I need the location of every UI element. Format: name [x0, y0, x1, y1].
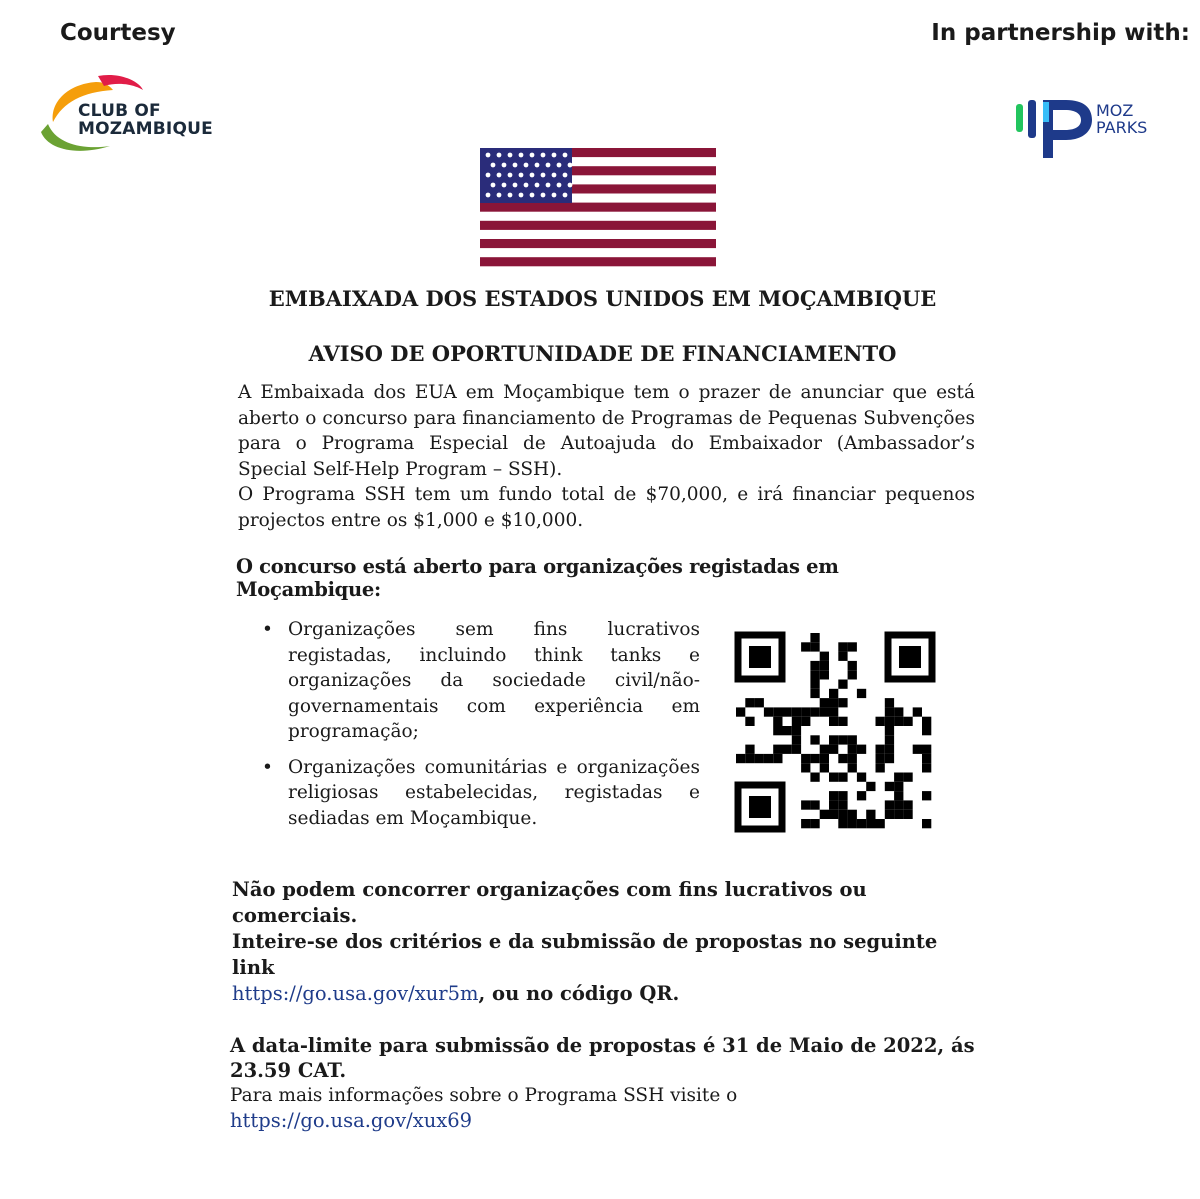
qr-module	[745, 745, 754, 754]
qr-module	[820, 652, 829, 661]
qr-module	[810, 661, 819, 670]
qr-module	[820, 745, 829, 754]
us-flag-image	[478, 146, 718, 268]
qr-module	[838, 800, 847, 809]
courtesy-label: Courtesy	[60, 20, 176, 46]
eligibility-list	[262, 617, 700, 841]
bullet-icon: •	[262, 619, 273, 640]
qr-module	[848, 642, 857, 651]
qr-module	[829, 773, 838, 782]
flag-star	[557, 183, 562, 188]
qr-module	[894, 791, 903, 800]
qr-module	[773, 717, 782, 726]
qr-module	[913, 707, 922, 716]
flag-star	[502, 163, 507, 168]
flag-star	[486, 153, 491, 158]
qr-module	[773, 707, 782, 716]
qr-module	[894, 800, 903, 809]
eligibility-heading: O concurso está aberto para organizações registadas em Moçambique:	[236, 555, 839, 601]
qr-module	[848, 810, 857, 819]
qr-module	[857, 791, 866, 800]
qr-module	[848, 819, 857, 828]
qr-module	[820, 754, 829, 763]
qr-module	[857, 773, 866, 782]
flag-star	[491, 183, 496, 188]
qr-module	[866, 819, 875, 828]
qr-module	[838, 819, 847, 828]
qr-module	[783, 707, 792, 716]
flag-star	[530, 173, 535, 178]
qr-module	[820, 763, 829, 772]
qr-module	[792, 735, 801, 744]
qr-module	[810, 735, 819, 744]
qr-module	[829, 791, 838, 800]
flag-stripe	[480, 203, 716, 212]
qr-module	[903, 800, 912, 809]
qr-module	[755, 754, 764, 763]
list-item	[262, 617, 700, 745]
flag-star	[497, 173, 502, 178]
qr-module	[838, 810, 847, 819]
qr-module	[829, 698, 838, 707]
qr-module	[792, 745, 801, 754]
qr-module	[922, 819, 931, 828]
flag-star	[524, 183, 529, 188]
flag-star	[513, 183, 518, 188]
moz-parks-mark	[1012, 96, 1096, 166]
qr-code[interactable]	[732, 629, 938, 835]
flag-star	[541, 153, 546, 158]
qr-module	[885, 810, 894, 819]
flag-star	[497, 193, 502, 198]
qr-module	[801, 754, 810, 763]
qr-module	[876, 763, 885, 772]
moz-logo-line1: MOZ	[1096, 101, 1134, 120]
flag-star	[530, 193, 535, 198]
qr-module	[885, 717, 894, 726]
flag-star	[563, 173, 568, 178]
flag-star	[568, 183, 573, 188]
qr-module	[885, 707, 894, 716]
qr-module	[857, 745, 866, 754]
qr-suffix: , ou no código QR.	[478, 982, 680, 1005]
qr-module	[848, 670, 857, 679]
qr-module	[736, 754, 745, 763]
qr-module	[848, 661, 857, 670]
flag-stripe	[480, 257, 716, 266]
qr-module	[913, 745, 922, 754]
club-logo-line1: CLUB OF	[78, 101, 161, 121]
flag-star	[535, 183, 540, 188]
qr-module	[838, 735, 847, 744]
criteria-link[interactable]: https://go.usa.gov/xur5m	[232, 982, 479, 1005]
funding-notice-document	[230, 280, 975, 1133]
qr-module	[783, 745, 792, 754]
flag-stripe	[480, 239, 716, 248]
qr-module	[848, 754, 857, 763]
list-item-text: Organizações sem fins lucrativos registadas, incluindo think tanks e organizações da sociedade civil/não-governamentais com experiência em programação;	[288, 619, 700, 742]
intro-paragraph-1: A Embaixada dos EUA em Moçambique tem o prazer de anunciar que está aberto o concurso para financiamento de Programas de Pequenas Subvenções para o Programa Especial de Autoajuda do Embaixador (Ambassador’s Special Self-Help Program – SSH).	[238, 382, 975, 480]
qr-module	[903, 810, 912, 819]
qr-module	[894, 773, 903, 782]
qr-module	[810, 819, 819, 828]
qr-module	[838, 652, 847, 661]
qr-module	[838, 791, 847, 800]
qr-module	[829, 707, 838, 716]
flag-star	[524, 163, 529, 168]
qr-module	[783, 726, 792, 735]
qr-module	[810, 689, 819, 698]
qr-module	[745, 698, 754, 707]
qr-module	[922, 791, 931, 800]
qr-module	[838, 754, 847, 763]
flag-star	[541, 193, 546, 198]
moz-logo-line2: PARKS	[1096, 118, 1148, 137]
qr-module	[820, 661, 829, 670]
flag-star	[557, 163, 562, 168]
flag-star	[508, 153, 513, 158]
flag-stripe	[480, 221, 716, 230]
qr-module	[810, 773, 819, 782]
moz-parks-logo	[1012, 96, 1162, 166]
qr-module	[885, 782, 894, 791]
qr-module	[885, 726, 894, 735]
qr-module	[764, 754, 773, 763]
criteria-link-line	[232, 981, 975, 1007]
qr-module	[838, 717, 847, 726]
qr-module	[922, 717, 931, 726]
qr-module	[820, 698, 829, 707]
qr-module	[801, 717, 810, 726]
flag-star	[491, 163, 496, 168]
qr-module	[810, 680, 819, 689]
flag-star	[552, 193, 557, 198]
exclusion-notice: Não podem concorrer organizações com fins lucrativos ou comerciais.	[232, 878, 867, 927]
qr-module	[866, 782, 875, 791]
info-link[interactable]: https://go.usa.gov/xux69	[230, 1109, 473, 1132]
qr-module	[876, 754, 885, 763]
club-logo-line2: MOZAMBIQUE	[78, 119, 213, 139]
flag-star	[563, 193, 568, 198]
qr-module	[755, 698, 764, 707]
partnership-label: In partnership with:	[931, 20, 1190, 46]
flag-star	[568, 163, 573, 168]
qr-module	[792, 717, 801, 726]
qr-module	[773, 745, 782, 754]
qr-module	[792, 726, 801, 735]
qr-module	[810, 642, 819, 651]
intro-section	[238, 380, 975, 533]
qr-module	[801, 763, 810, 772]
qr-module	[876, 819, 885, 828]
notice-section	[232, 877, 975, 1007]
qr-module	[857, 689, 866, 698]
qr-module	[885, 754, 894, 763]
inform-line: Inteire-se dos critérios e da submissão de propostas no seguinte link	[232, 930, 938, 979]
flag-star	[530, 153, 535, 158]
qr-module	[820, 810, 829, 819]
list-item-text: Organizações comunitárias e organizações religiosas estabelecidas, registadas e sediadas em Moçambique.	[288, 756, 700, 829]
bullet-icon: •	[262, 756, 273, 778]
qr-module	[810, 754, 819, 763]
qr-module	[838, 698, 847, 707]
qr-module	[820, 707, 829, 716]
qr-module	[801, 800, 810, 809]
qr-module	[792, 707, 801, 716]
qr-module	[903, 717, 912, 726]
qr-module	[894, 810, 903, 819]
qr-module	[885, 745, 894, 754]
qr-module	[838, 773, 847, 782]
qr-module	[838, 642, 847, 651]
qr-module	[829, 800, 838, 809]
qr-module	[829, 745, 838, 754]
flag-star	[519, 193, 524, 198]
qr-module	[829, 810, 838, 819]
qr-module	[736, 707, 745, 716]
flag-star	[552, 153, 557, 158]
qr-module	[745, 754, 754, 763]
eligibility-section	[230, 617, 975, 867]
qr-module	[848, 745, 857, 754]
qr-module	[745, 717, 754, 726]
qr-module	[829, 735, 838, 744]
qr-module	[829, 689, 838, 698]
qr-module	[820, 670, 829, 679]
qr-module	[894, 782, 903, 791]
qr-module	[885, 735, 894, 744]
qr-module	[857, 819, 866, 828]
flag-star	[563, 153, 568, 158]
club-of-mozambique-logo	[38, 72, 213, 157]
list-item	[262, 755, 700, 832]
document-subtitle: AVISO DE OPORTUNIDADE DE FINANCIAMENTO	[308, 341, 897, 366]
flag-star	[486, 193, 491, 198]
flag-star	[535, 163, 540, 168]
document-title: EMBAIXADA DOS ESTADOS UNIDOS EM MOÇAMBIQUE	[268, 286, 937, 311]
flag-star	[552, 173, 557, 178]
flag-star	[513, 163, 518, 168]
qr-module	[922, 726, 931, 735]
qr-module	[922, 754, 931, 763]
qr-module	[885, 698, 894, 707]
qr-module	[922, 763, 931, 772]
flag-star	[508, 173, 513, 178]
qr-module	[810, 670, 819, 679]
qr-module	[922, 745, 931, 754]
qr-module	[866, 810, 875, 819]
qr-module	[885, 800, 894, 809]
flag-star	[519, 153, 524, 158]
qr-module	[810, 633, 819, 642]
qr-module	[773, 754, 782, 763]
flag-star	[497, 153, 502, 158]
qr-module	[894, 707, 903, 716]
qr-module	[876, 745, 885, 754]
qr-module	[838, 680, 847, 689]
deadline-text: A data-limite para submissão de propostas é 31 de Maio de 2022, ás 23.59 CAT.	[230, 1034, 975, 1082]
qr-module	[810, 800, 819, 809]
flag-star	[546, 163, 551, 168]
qr-module	[801, 707, 810, 716]
qr-module	[773, 726, 782, 735]
qr-module	[801, 642, 810, 651]
qr-module	[801, 819, 810, 828]
more-info-text: Para mais informações sobre o Programa SSH visite o	[230, 1085, 738, 1106]
info-link-line	[230, 1108, 975, 1133]
flag-star	[502, 183, 507, 188]
flag-star	[486, 173, 491, 178]
qr-module	[903, 773, 912, 782]
flag-star	[508, 193, 513, 198]
qr-module	[810, 707, 819, 716]
qr-module	[764, 707, 773, 716]
qr-module	[848, 735, 857, 744]
intro-paragraph-2: O Programa SSH tem um fundo total de $70,000, e irá financiar pequenos projectos entre os $1,000 e $10,000.	[238, 484, 975, 531]
qr-module	[848, 763, 857, 772]
deadline-section	[230, 1033, 975, 1133]
qr-module	[876, 717, 885, 726]
qr-module	[829, 717, 838, 726]
flag-star	[546, 183, 551, 188]
flag-star	[541, 173, 546, 178]
flag-star	[519, 173, 524, 178]
qr-module	[894, 717, 903, 726]
